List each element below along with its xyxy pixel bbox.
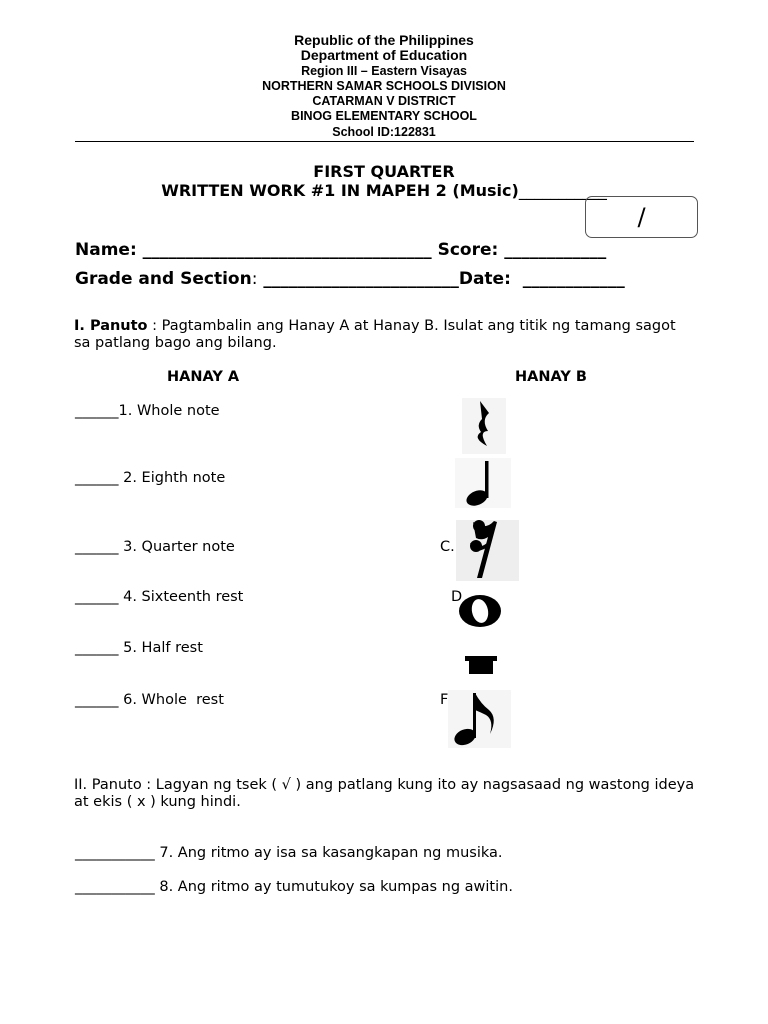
truefalse-item-8[interactable]: ___________ 8. Ang ritmo ay tumutukoy sa kumpas ng awitin. [75,879,513,895]
half-rest-icon [463,654,499,676]
match-item-2[interactable]: ______ 2. Eighth note [75,470,226,486]
match-item-3[interactable]: ______ 3. Quarter note [75,539,235,555]
work-title-text: WRITTEN WORK #1 IN MAPEH 2 (Music) [161,181,519,200]
grade-colon: : [251,269,258,289]
eighth-note-icon [448,690,511,748]
work-title-blank: ___________ [518,181,607,200]
score-slash: / [637,203,646,231]
column-a-header: HANAY A [167,369,240,385]
grade-date-rest: _______________________Date: ____________ [257,269,625,289]
choice-letter-f: F [440,692,449,708]
score-box[interactable] [585,196,698,238]
match-item-6[interactable]: ______ 6. Whole rest [75,692,224,708]
school-id-line: School ID:122831 [332,125,436,139]
name-score-line[interactable]: Name: __________________________________ Score: ____________ [75,240,607,260]
choice-letter-c: C. [440,539,455,555]
department-line: Department of Education [300,47,468,63]
republic-line: Republic of the Philippines [294,32,474,48]
column-b-header: HANAY B [515,369,587,385]
quarter-note-icon [455,458,511,508]
region-line: Region III – Eastern Visayas [301,64,467,78]
part2-instruction: II. Panuto : Lagyan ng tsek ( √ ) ang patlang kung ito ay nagsasaad ng wastong ideya at ekis ( x ) kung hindi. [74,777,695,810]
district-line: CATARMAN V DISTRICT [312,94,456,108]
part1-label: I. Panuto [74,318,148,334]
part1-instruction-text: : Pagtambalin ang Hanay A at Hanay B. Isulat ang titik ng tamang sagot sa patlang bago ang bilang. [74,318,676,351]
quarter-rest-icon [462,398,506,454]
choice-letter-d: D [451,589,463,605]
match-item-4[interactable]: ______ 4. Sixteenth rest [75,589,244,605]
match-item-5[interactable]: ______ 5. Half rest [75,640,203,656]
sixteenth-rest-icon [456,520,519,581]
header-divider [75,141,694,142]
match-item-1[interactable]: ______1. Whole note [75,403,220,419]
grade-date-line[interactable] [75,271,625,288]
quarter-title: FIRST QUARTER [313,162,455,181]
grade-label: Grade and Section [75,269,252,289]
whole-note-icon [457,590,503,632]
division-line: NORTHERN SAMAR SCHOOLS DIVISION [262,79,506,93]
school-line: BINOG ELEMENTARY SCHOOL [291,109,477,123]
truefalse-item-7[interactable]: ___________ 7. Ang ritmo ay isa sa kasangkapan ng musika. [75,845,503,861]
part1-instruction [74,318,694,352]
